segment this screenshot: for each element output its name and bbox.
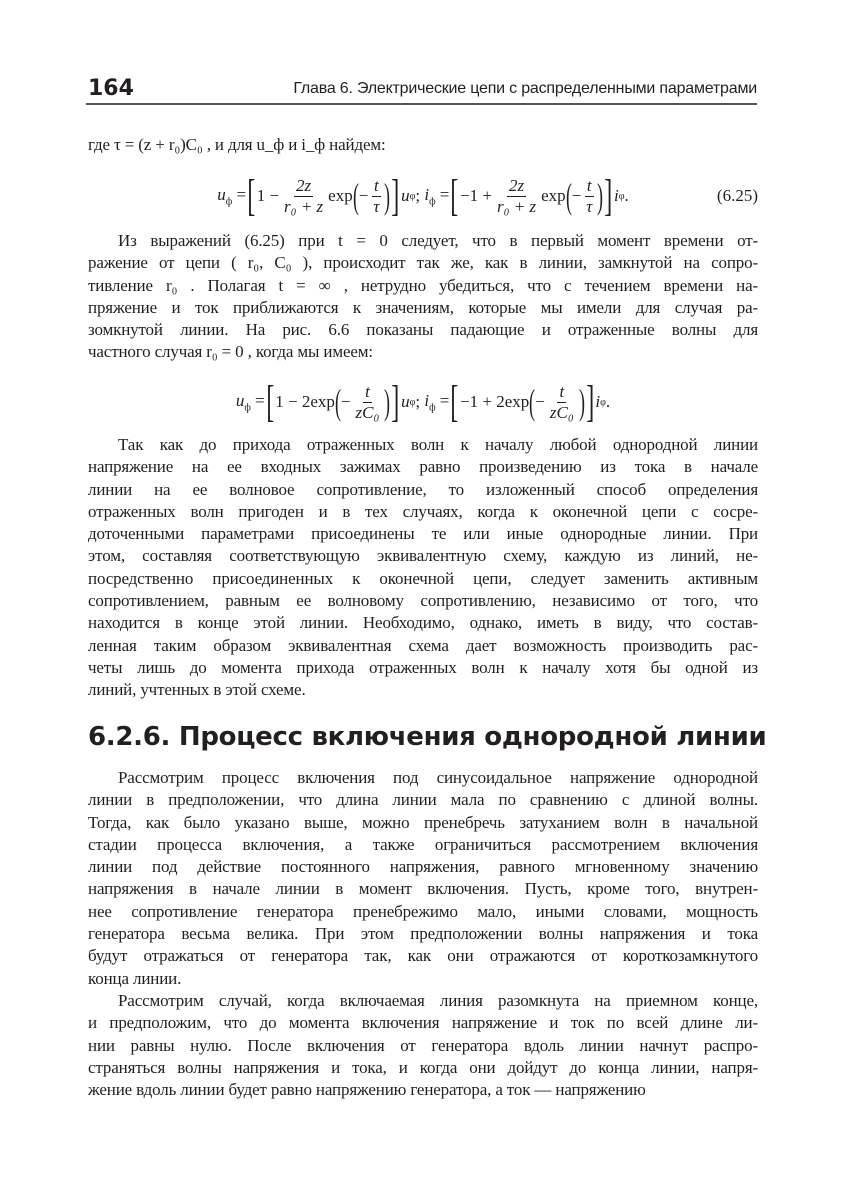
text-line: Тогда, как было указано выше, можно пренебречь затуханием волн в начальной <box>88 812 758 832</box>
text-line: линии в предположении, что длина линии мала по сравнению с длиной волны. <box>88 790 758 810</box>
paragraph <box>88 230 758 364</box>
text-line: нее сопротивление генератора пренебрежимо мало, иными словами, мощность <box>88 901 758 921</box>
text-line: нии равны нулю. После включения от генератора вдоль линии начнут распро- <box>88 1035 758 1055</box>
header-rule <box>86 103 757 105</box>
text-line: этом, составляя соответствующую эквивалентную схему, каждую из линий, не- <box>88 546 758 566</box>
text-line: отраженных волн пригоден и в тех случаях, когда к оконечной цепи с сосре- <box>88 501 758 521</box>
text-line: сопротивлением, равным ее волновому сопротивлению, независимо от того, что <box>88 591 758 611</box>
text-line: Так как до прихода отраженных волн к началу любой однородной линии <box>118 435 758 454</box>
text-line: ражение от цепи ( r₀, C₀ ), происходит так же, как в линии, замкнутой на сопро- <box>88 253 758 273</box>
text-line: напряжения в начале линии в момент включения. Пусть, кроме того, внутрен- <box>88 879 758 899</box>
equation-6-25: $u_ф$ = [ 1 − $\frac{2z}{\text{r₀ + z}}$ exp ( − $\frac{t}{\tau}$ ) ] u φ ; $i_ф$ = [ −1 + $\frac{2z}{\text{r₀ + z}}$ exp ( − $\frac{t}{\tau}$ ) ] i φ . (6.25) <box>217 171 758 220</box>
fraction: $\frac{2z}{\text{r₀ + z}}$ <box>496 175 537 216</box>
text-line: конца линии. <box>88 968 182 988</box>
text-line: напряжение на ее входных зажимах равно произведению из тока в начале <box>88 457 758 477</box>
text-line: страняться волны напряжения и тока, и когда они дойдут до конца линии, напря- <box>88 1057 758 1077</box>
text-line: посредственно присоединенных к оконечной цепи, следует заменить активным <box>88 568 758 588</box>
text-line: и предположим, что до момента включения напряжение и ток по всей длине ли- <box>88 1013 758 1033</box>
fraction: $\frac{t}{\tau}$ <box>586 175 593 216</box>
equation-number: (6.25) <box>716 186 758 205</box>
text-line: линии на ее волновое сопротивление, то изложенный способ определения <box>88 479 758 499</box>
paragraph <box>88 990 758 1101</box>
text-line: жение вдоль линии будет равно напряжению генератора, а ток — напряжению <box>88 1080 646 1100</box>
text-line: Рассмотрим случай, когда включаемая линия разомкнута на приемном конце, <box>118 991 758 1010</box>
text-line: линии под действие постоянного напряжения, равного мгновенному значению <box>88 857 758 877</box>
fraction: $\frac{t}{\text{zC₀}}$ <box>549 381 574 422</box>
fraction: $\frac{2z}{\text{r₀ + z}}$ <box>284 175 324 216</box>
fraction: $\frac{t}{\text{zC₀}}$ <box>355 381 380 422</box>
text-line: зомкнутой линии. На рис. 6.6 показаны падающие и отраженные волны для <box>88 320 758 340</box>
text-line: Из выражений (6.25) при t = 0 следует, что в первый момент времени от- <box>118 231 758 250</box>
text-line: ленная таким образом эквивалентная схема дает возможность производить рас- <box>88 635 758 655</box>
fraction: $\frac{t}{\tau}$ <box>373 175 380 216</box>
text-line: будут отражаться от генератора так, как они отражаются от короткозамкнутого <box>88 946 758 966</box>
running-header: Глава 6. Электрические цепи с распределенными параметрами <box>293 80 757 97</box>
text-line: линий, учтенных в этой схеме. <box>88 680 306 700</box>
text-line: тивление r₀ . Полагая t = ∞ , нетрудно убедиться, что с течением времени на- <box>88 275 758 295</box>
text-line: стадии процесса включения, а также ограничиться рассмотрением включения <box>88 834 758 854</box>
text-line: пряжение и ток приближаются к значениям, которые мы имели для случая ра- <box>88 297 758 317</box>
text-line: четы лишь до момента прихода отраженных волн к началу хотя бы одной из <box>88 657 758 677</box>
text-line: находится в конце этой линии. Необходимо, однако, иметь в виду, что состав- <box>88 613 758 633</box>
text-line: Рассмотрим процесс включения под синусоидальное напряжение однородной <box>118 768 758 787</box>
intro-line: где τ = (z + r₀)C₀ , и для u_ф и i_ф найдем: <box>88 135 386 154</box>
section-heading: 6.2.6. Процесс включения однородной линии <box>88 722 767 752</box>
paragraph <box>88 767 758 990</box>
text-line: частного случая r₀ = 0 , когда мы имеем: <box>88 342 373 362</box>
equation-r0-zero: $u_ф$ = [ 1 − 2 exp ( − $\frac{t}{\text{zC₀}}$ ) ] u φ ; $i_ф$ = [ −1 + 2 exp ( − $\frac{t}{\text{zC₀}}$ ) ] i φ . <box>235 377 611 426</box>
text-line: доточенными параметрами присоединены те или иные однородные линии. При <box>88 524 758 544</box>
page-number: 164 <box>88 76 134 101</box>
text-line: генератора весьма велика. При этом предположении волны напряжения и тока <box>88 924 758 944</box>
paragraph <box>88 434 758 702</box>
